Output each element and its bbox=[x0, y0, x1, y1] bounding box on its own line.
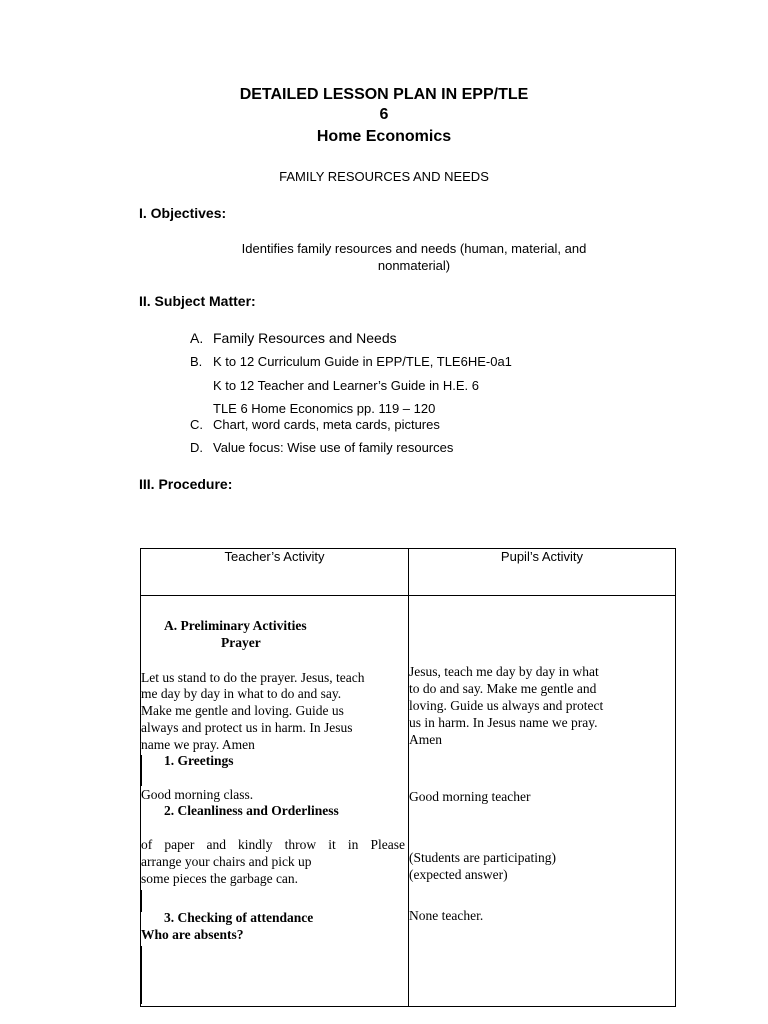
procedure-heading: III. Procedure: bbox=[139, 476, 233, 492]
teacher-cleanliness-line: arrange your chairs and pick up bbox=[141, 854, 312, 869]
objectives-text-line2: nonmaterial) bbox=[377, 258, 451, 273]
teacher-prayer-line: name we pray. Amen bbox=[141, 737, 255, 752]
preliminary-activities-heading: A. Preliminary Activities bbox=[164, 618, 307, 633]
teacher-prayer-line: Let us stand to do the prayer. Jesus, teach bbox=[141, 670, 365, 685]
subject-item-teacher-guide: K to 12 Teacher and Learner’s Guide in H.E. 6 bbox=[213, 378, 479, 393]
greetings-heading: 1. Greetings bbox=[164, 753, 234, 768]
objectives-heading: I. Objectives: bbox=[139, 205, 227, 221]
lesson-topic: FAMILY RESOURCES AND NEEDS bbox=[279, 169, 489, 184]
subject-item-textbook: TLE 6 Home Economics pp. 119 – 120 bbox=[213, 401, 436, 416]
teacher-activity-header: Teacher’s Activity bbox=[224, 549, 325, 564]
prayer-heading: Prayer bbox=[221, 635, 261, 650]
document-title: DETAILED LESSON PLAN IN EPP/TLE bbox=[239, 86, 529, 103]
pupil-prayer-line: Jesus, teach me day by day in what bbox=[409, 664, 599, 679]
text-cursor-bar bbox=[141, 755, 142, 786]
teacher-cleanliness-line: some pieces the garbage can. bbox=[141, 871, 299, 886]
pupil-activity-header: Pupil’s Activity bbox=[500, 549, 584, 564]
subject-item-curriculum-guide: K to 12 Curriculum Guide in EPP/TLE, TLE6HE-0a1 bbox=[213, 354, 512, 369]
teacher-greeting: Good morning class. bbox=[141, 787, 254, 802]
attendance-heading: 3. Checking of attendance bbox=[164, 910, 314, 925]
subject-matter-heading: II. Subject Matter: bbox=[139, 293, 256, 309]
grade-level: 6 bbox=[379, 106, 389, 123]
objectives-text-line1: Identifies family resources and needs (human, material, and bbox=[241, 241, 587, 256]
pupil-greeting-reply: Good morning teacher bbox=[409, 789, 531, 804]
cleanliness-heading: 2. Cleanliness and Orderliness bbox=[164, 803, 339, 818]
pupil-prayer-line: loving. Guide us always and protect bbox=[409, 698, 604, 713]
subject-item-letter: B. bbox=[190, 354, 203, 369]
teacher-prayer-line: always and protect us in harm. In Jesus bbox=[141, 720, 353, 735]
subject-item-materials: Chart, word cards, meta cards, pictures bbox=[213, 417, 440, 432]
subject-item-letter: A. bbox=[190, 330, 204, 346]
pupil-prayer-line: Amen bbox=[409, 732, 442, 747]
subject-item-topic: Family Resources and Needs bbox=[213, 330, 397, 346]
pupil-prayer-line: to do and say. Make me gentle and bbox=[409, 681, 597, 696]
pupil-expected-answer: (expected answer) bbox=[409, 867, 508, 882]
pupil-attendance-reply: None teacher. bbox=[409, 908, 484, 923]
teacher-cleanliness-line: of paper and kindly throw it in Please bbox=[141, 837, 405, 852]
subject-title: Home Economics bbox=[316, 128, 452, 145]
pupil-participating: (Students are participating) bbox=[409, 850, 556, 865]
absents-question: Who are absents? bbox=[141, 927, 244, 942]
teacher-prayer-line: me day by day in what to do and say. bbox=[141, 686, 342, 701]
subject-item-letter: C. bbox=[190, 417, 203, 432]
teacher-prayer-line: Make me gentle and loving. Guide us bbox=[141, 703, 344, 718]
pupil-prayer-line: us in harm. In Jesus name we pray. bbox=[409, 715, 598, 730]
subject-item-letter: D. bbox=[190, 440, 203, 455]
text-cursor-bar bbox=[141, 946, 142, 1004]
subject-item-value-focus: Value focus: Wise use of family resources bbox=[213, 440, 454, 455]
text-cursor-bar bbox=[141, 890, 142, 912]
